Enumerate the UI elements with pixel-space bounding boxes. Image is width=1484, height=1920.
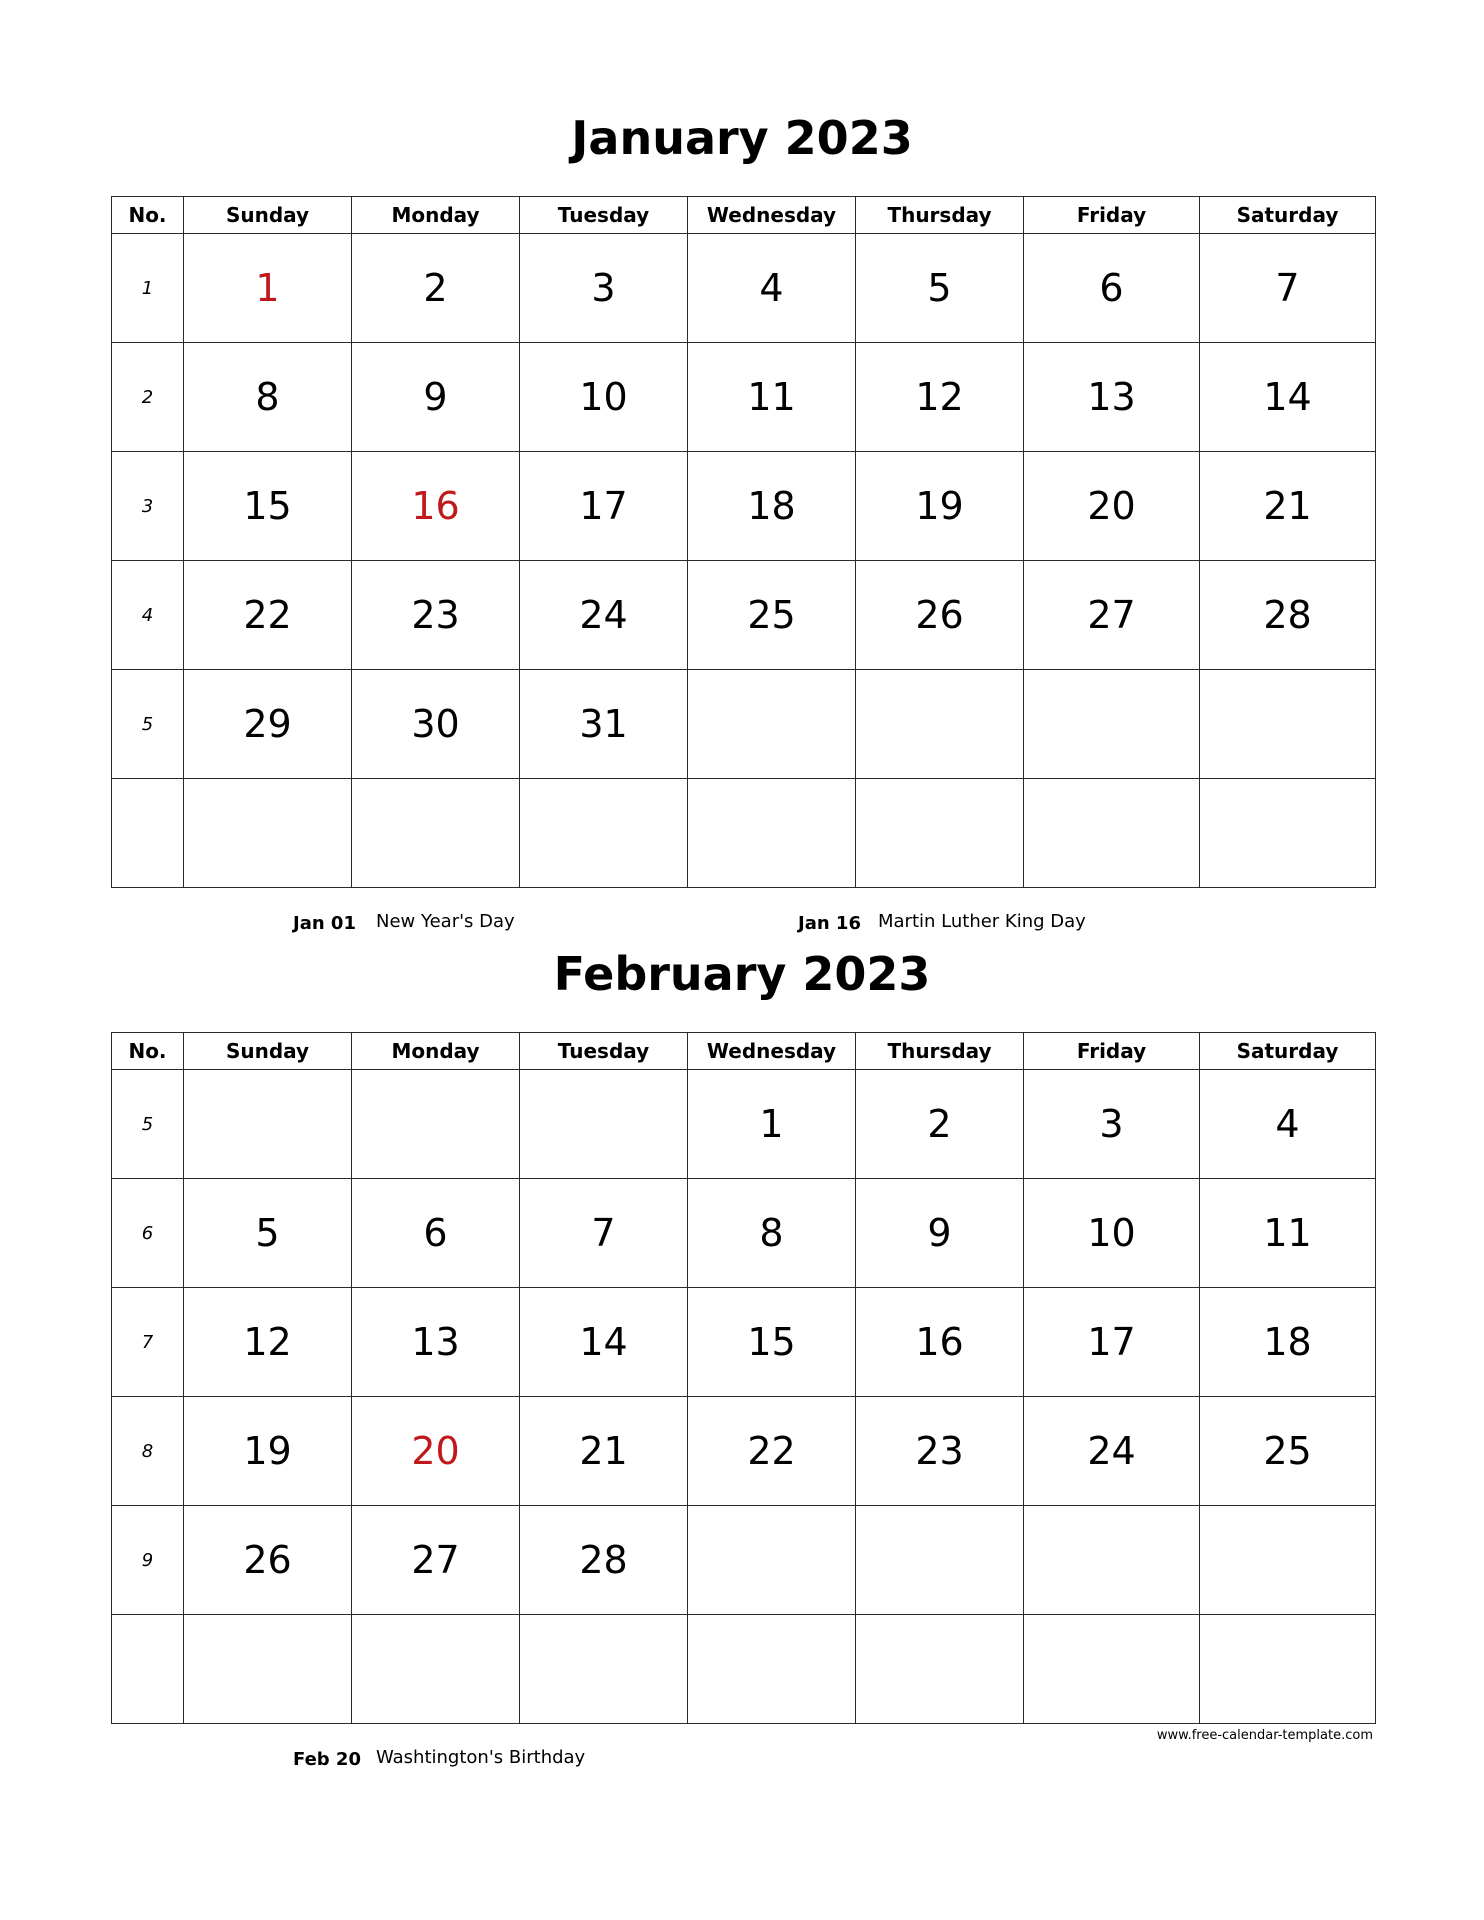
month-title: February 2023 [553,947,931,1001]
day-cell [520,1070,688,1179]
day-cell [520,1615,688,1724]
week-number: 7 [112,1288,184,1397]
day-cell [1024,1615,1200,1724]
day-cell: 11 [688,343,856,452]
day-cell [184,779,352,888]
day-cell: 10 [1024,1179,1200,1288]
day-cell: 23 [352,561,520,670]
day-cell: 3 [1024,1070,1200,1179]
day-cell: 20 [352,1397,520,1506]
holiday-date: Feb 20 [293,1749,361,1770]
day-cell: 12 [184,1288,352,1397]
day-header-monday: Monday [352,197,520,234]
day-cell [1200,670,1376,779]
day-cell [1024,779,1200,888]
day-cell [688,1506,856,1615]
day-cell: 29 [184,670,352,779]
week-row [112,670,1376,779]
week-row [112,1179,1376,1288]
day-cell: 17 [1024,1288,1200,1397]
week-row [112,234,1376,343]
holiday-list [0,1749,1484,1779]
calendar-grid [111,196,1376,888]
day-cell: 14 [1200,343,1376,452]
day-cell: 24 [520,561,688,670]
day-header-friday: Friday [1024,197,1200,234]
day-cell: 21 [1200,452,1376,561]
day-header-friday: Friday [1024,1033,1200,1070]
day-cell: 25 [688,561,856,670]
holiday-date: Jan 01 [293,913,356,934]
day-cell: 24 [1024,1397,1200,1506]
day-header-sunday: Sunday [184,197,352,234]
week-number: 5 [112,1070,184,1179]
day-cell: 19 [184,1397,352,1506]
day-header-tuesday: Tuesday [520,1033,688,1070]
week-number [112,779,184,888]
month-title: January 2023 [571,111,913,165]
day-cell: 13 [352,1288,520,1397]
calendar-grid [111,1032,1376,1724]
holiday-name: New Year's Day [376,911,515,932]
day-header-thursday: Thursday [856,197,1024,234]
day-header-monday: Monday [352,1033,520,1070]
day-cell: 13 [1024,343,1200,452]
day-cell: 22 [184,561,352,670]
day-cell: 26 [856,561,1024,670]
day-cell: 12 [856,343,1024,452]
day-cell: 21 [520,1397,688,1506]
day-cell [1024,670,1200,779]
week-row [112,1397,1376,1506]
day-cell: 6 [352,1179,520,1288]
day-cell: 2 [352,234,520,343]
day-cell: 23 [856,1397,1024,1506]
holiday-date: Jan 16 [798,913,861,934]
day-cell: 8 [184,343,352,452]
footer-url: www.free-calendar-template.com [1156,1728,1373,1743]
day-cell: 25 [1200,1397,1376,1506]
week-row [112,343,1376,452]
week-number: 6 [112,1179,184,1288]
day-cell: 19 [856,452,1024,561]
holiday-name: Washtington's Birthday [376,1747,586,1768]
day-cell: 17 [520,452,688,561]
week-number: 3 [112,452,184,561]
day-cell: 4 [688,234,856,343]
week-number-header: No. [112,197,184,234]
day-header-saturday: Saturday [1200,197,1376,234]
week-number: 5 [112,670,184,779]
day-cell: 15 [688,1288,856,1397]
day-cell [184,1615,352,1724]
week-row [112,1288,1376,1397]
day-cell [1200,1506,1376,1615]
day-cell: 10 [520,343,688,452]
day-cell [1200,779,1376,888]
day-cell: 5 [856,234,1024,343]
day-cell: 16 [352,452,520,561]
week-number: 1 [112,234,184,343]
day-header-sunday: Sunday [184,1033,352,1070]
week-row [112,779,1376,888]
day-cell [856,1506,1024,1615]
week-number: 2 [112,343,184,452]
week-number: 4 [112,561,184,670]
week-number: 8 [112,1397,184,1506]
holiday-name: Martin Luther King Day [878,911,1086,932]
day-cell [184,1070,352,1179]
day-cell: 8 [688,1179,856,1288]
day-cell: 27 [1024,561,1200,670]
day-header-wednesday: Wednesday [688,197,856,234]
day-cell: 26 [184,1506,352,1615]
day-cell: 4 [1200,1070,1376,1179]
day-cell: 28 [1200,561,1376,670]
week-row [112,1506,1376,1615]
day-cell: 18 [1200,1288,1376,1397]
week-number-header: No. [112,1033,184,1070]
header-row [112,1033,1376,1070]
day-header-thursday: Thursday [856,1033,1024,1070]
day-cell: 11 [1200,1179,1376,1288]
day-cell: 20 [1024,452,1200,561]
day-cell: 5 [184,1179,352,1288]
day-cell: 22 [688,1397,856,1506]
day-header-tuesday: Tuesday [520,197,688,234]
day-header-saturday: Saturday [1200,1033,1376,1070]
day-header-wednesday: Wednesday [688,1033,856,1070]
day-cell: 6 [1024,234,1200,343]
day-cell [352,1615,520,1724]
holiday-list [0,913,1484,943]
day-cell [856,670,1024,779]
day-cell [688,670,856,779]
week-row [112,452,1376,561]
day-cell [856,779,1024,888]
day-cell [352,1070,520,1179]
week-number: 9 [112,1506,184,1615]
week-number [112,1615,184,1724]
day-cell: 3 [520,234,688,343]
day-cell: 28 [520,1506,688,1615]
day-cell: 1 [184,234,352,343]
day-cell: 27 [352,1506,520,1615]
day-cell: 30 [352,670,520,779]
week-row [112,1070,1376,1179]
day-cell: 18 [688,452,856,561]
day-cell [856,1615,1024,1724]
day-cell [352,779,520,888]
day-cell: 9 [856,1179,1024,1288]
day-cell: 7 [520,1179,688,1288]
week-row [112,1615,1376,1724]
day-cell [688,779,856,888]
day-cell [520,779,688,888]
day-cell: 1 [688,1070,856,1179]
day-cell: 16 [856,1288,1024,1397]
day-cell: 31 [520,670,688,779]
day-cell: 15 [184,452,352,561]
day-cell [688,1615,856,1724]
day-cell [1024,1506,1200,1615]
day-cell [1200,1615,1376,1724]
day-cell: 9 [352,343,520,452]
day-cell: 14 [520,1288,688,1397]
day-cell: 7 [1200,234,1376,343]
header-row [112,197,1376,234]
week-row [112,561,1376,670]
day-cell: 2 [856,1070,1024,1179]
